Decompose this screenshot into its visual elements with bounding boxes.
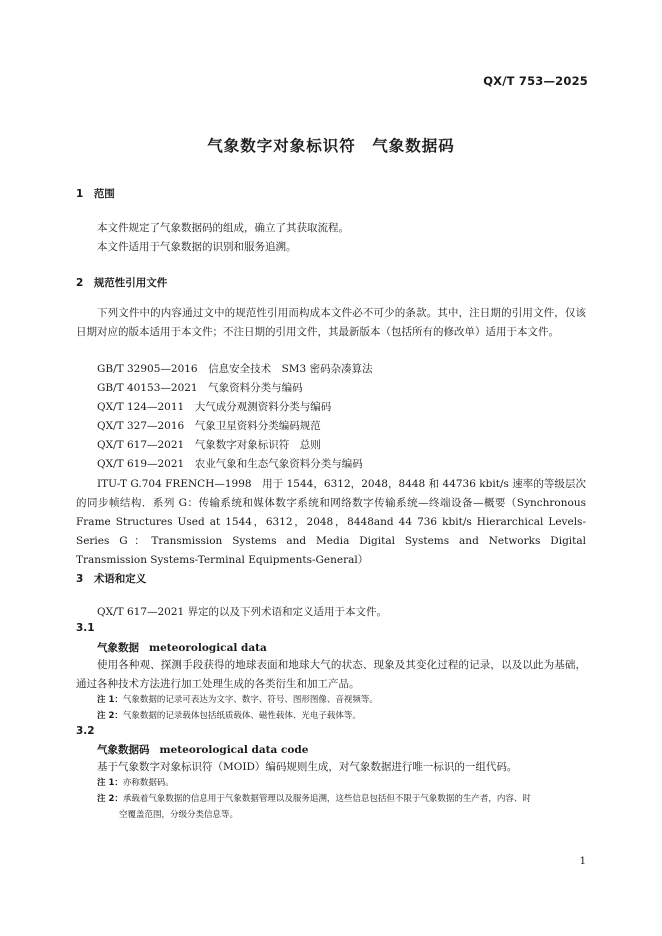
- term-name-en: meteorological data code: [159, 744, 309, 756]
- document-title: 气象数字对象标识符 气象数据码: [207, 137, 455, 155]
- ref-item: QX/T 619—2021 农业气象和生态气象资料分类与编码: [97, 458, 363, 470]
- term-heading: [97, 742, 308, 757]
- section-number: 3: [76, 573, 84, 585]
- note-label: 注 1：: [97, 695, 123, 705]
- note: [97, 708, 587, 724]
- section-title: 范围: [93, 188, 115, 200]
- term-name-cn: 气象数据码: [97, 744, 150, 756]
- section-3-heading: [76, 571, 146, 586]
- ref-item: QX/T 124—2011 大气成分观测资料分类与编码: [97, 401, 332, 413]
- section-2-heading: [76, 275, 167, 290]
- ref-item-itu: ITU-T G.704 FRENCH—1998 用于 1544，6312，2048，8448 和 44736 kbit/s 速率的等级层次的同步帧结构．系列 G：传输系统和媒体数字系统和网络数字传输系统—终端设备—概要（Synchronous Frame Structures Used at 1544，6312，2048，8448and 44 736 kbit/s Hierarchical Levels-Series G：Transmission Systems and Media Digital Systems and Networks Digital Transmission Systems-Terminal Equipments-General）: [76, 478, 586, 566]
- note: [97, 775, 587, 791]
- term-definition: 基于气象数字对象标识符（MOID）编码规则生成，对气象数据进行唯一标识的一组代码。: [97, 761, 518, 773]
- section-title: 规范性引用文件: [93, 277, 168, 289]
- standard-number: QX/T 753—2025: [483, 74, 588, 88]
- note-label: 注 2：: [97, 711, 123, 721]
- ref-item: QX/T 327—2016 气象卫星资料分类编码规范: [97, 420, 321, 432]
- section-1-heading: [76, 186, 115, 201]
- term-definition: 使用各种观、探测手段获得的地球表面和地球大气的状态、现象及其变化过程的记录，以及以此为基础，通过各种技术方法进行加工处理生成的各类衍生和加工产品。: [76, 659, 586, 690]
- section-number: 2: [76, 277, 84, 289]
- scope-paragraph-2: 本文件适用于气象数据的识别和服务追溯。: [97, 241, 297, 253]
- section-title: 术语和定义: [93, 573, 147, 585]
- note: [97, 791, 587, 823]
- note-text-continued: 空覆盖范围，分级分类信息等。: [119, 810, 239, 820]
- term-number: 3.2: [76, 725, 95, 737]
- note: [97, 692, 587, 708]
- term-name-en: meteorological data: [149, 642, 267, 654]
- note-text: 气象数据的记录载体包括纸质载体、磁性载体、光电子载体等。: [122, 711, 361, 721]
- note-label: 注 1：: [97, 778, 123, 788]
- page-number: 1: [579, 856, 586, 867]
- terms-intro: QX/T 617—2021 界定的以及下列术语和定义适用于本文件。: [97, 606, 388, 618]
- section-number: 1: [76, 188, 84, 200]
- term-heading: [97, 640, 267, 655]
- note-label: 注 2：: [97, 794, 123, 804]
- term-name-cn: 气象数据: [97, 642, 139, 654]
- ref-item: GB/T 40153—2021 气象资料分类与编码: [97, 382, 303, 394]
- scope-paragraph-1: 本文件规定了气象数据码的组成，确立了其获取流程。: [97, 222, 349, 234]
- note-text: 气象数据的记录可表达为文字、数字、符号、图形图像、音视频等。: [122, 695, 378, 705]
- ref-item: QX/T 617—2021 气象数字对象标识符 总则: [97, 439, 321, 451]
- note-text: 亦称数据码。: [122, 778, 174, 788]
- ref-item: GB/T 32905—2016 信息安全技术 SM3 密码杂凑算法: [97, 363, 373, 375]
- note-text: 承载着气象数据的信息用于气象数据管理以及服务追溯，这些信息包括但不限于气象数据的生产者，内容、时: [122, 794, 531, 804]
- term-number: 3.1: [76, 622, 95, 634]
- refs-intro-paragraph: 下列文件中的内容通过文中的规范性引用而构成本文件必不可少的条款。其中，注日期的引用文件，仅该日期对应的版本适用于本文件；不注日期的引用文件，其最新版本（包括所有的修改单）适用于本文件。: [76, 307, 586, 338]
